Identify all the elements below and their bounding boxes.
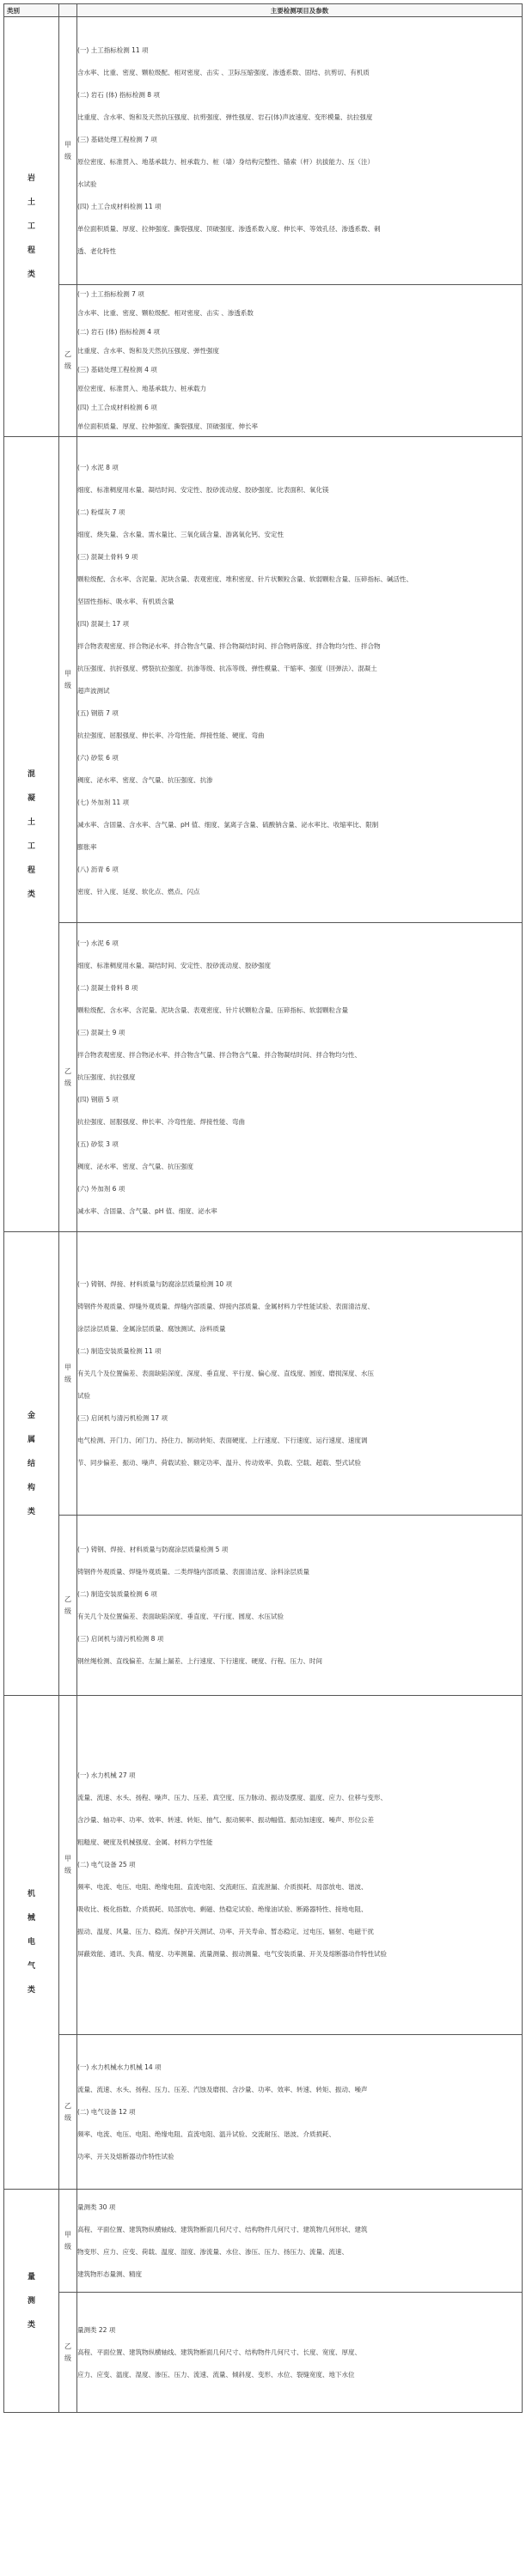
section-heading: (一) 水泥 6 项 [77, 939, 119, 947]
table-row [4, 17, 523, 285]
item-line: 建筑物形态量测、精度 [77, 2269, 142, 2278]
level-name: 甲级 [64, 140, 71, 161]
item-line: 拌合物表观密度、拌合物泌水率、拌合物含气量、拌合物含气量、拌合物凝结时间、拌合物均匀性、 [77, 1050, 361, 1059]
section-heading: (四) 钢筋 5 项 [77, 1095, 119, 1103]
category-name: 金属结构类 [27, 1411, 35, 1516]
section-heading: (二) 电气设备 25 项 [77, 1861, 136, 1868]
section-heading: (二) 制造安装质量检测 11 项 [77, 1346, 162, 1355]
items-cell [77, 1516, 523, 1696]
section-heading: (六) 外加剂 6 项 [77, 1184, 125, 1193]
header-category: 类别 [4, 4, 59, 17]
level-name: 甲级 [64, 1363, 71, 1383]
level-name: 乙级 [64, 1595, 71, 1615]
item-line: 水试验 [77, 179, 97, 188]
level-cell [59, 2293, 77, 2413]
item-line: 坚固性指标、吸水率、有机质含量 [77, 597, 174, 605]
level-name: 甲级 [64, 669, 71, 690]
item-line: 比重度、含水率、饱和及天然抗压强度、抗剪强度、弹性强度、岩石(体)声波速度、变形模量、抗拉强度 [77, 112, 373, 121]
section-heading: (七) 外加剂 11 项 [77, 798, 130, 806]
section-heading: (八) 沥青 6 项 [77, 865, 119, 873]
level-cell [59, 923, 77, 1232]
table-row [4, 2035, 523, 2190]
item-line: 量测类 30 项 [77, 2202, 116, 2211]
level-name: 甲级 [64, 1855, 71, 1874]
header-items: 主要检测项目及参数 [77, 4, 523, 17]
item-line: 流量、流速、水头、扬程、噪声、压力、压差、真空度、压力脉动、振动及摆度、温度、应力、位移与变形、 [77, 1794, 387, 1801]
level-cell [59, 285, 77, 437]
level-cell [59, 437, 77, 923]
header-level-spacer [59, 4, 77, 17]
item-line: 单位面积质量、厚度、拉伸强度、撕裂强度、顶破强度、渗透系数入度、伸长率、等效孔径、渗透系数、刺 [77, 224, 381, 233]
item-line: 颗粒级配、含水率、含泥量、泥块含量、表观密度、堆积密度、针片状颗粒含量、软弱颗粒含量、压碎指标、碱活性、 [77, 574, 413, 583]
item-line: 高程、平面位置、建筑物纵横轴线、建筑物断面几何尺寸、结构物件几何尺寸、长度、宽度、厚度、 [77, 2348, 361, 2356]
section-heading: (五) 砂浆 3 项 [77, 1139, 119, 1148]
table-row [4, 923, 523, 1232]
items-cell [77, 923, 523, 1232]
item-line: 物变形、应力、应变、荷载、温度、湿度、渗流量、水位、渗压、压力、扬压力、流量、流速、 [77, 2247, 348, 2256]
item-line: 节、同步偏差、振动、噪声、荷载试验、额定功率、温升、传动效率、负载、空载、超载、型式试验 [77, 1458, 361, 1467]
section-heading: (一) 铸钢、焊接、材料质量与防腐涂层质量检测 5 项 [77, 1545, 229, 1553]
level-cell [59, 1696, 77, 2035]
category-name: 量测类 [27, 2272, 35, 2330]
section-heading: (一) 水力机械 27 项 [77, 1771, 136, 1779]
item-line: 比重度、含水率、饱和及天然抗压强度、弹性强度 [77, 347, 219, 355]
item-line: 细度、标准稠度用水量、凝结时间、安定性、胶砂流动度、胶砂强度 [77, 961, 271, 969]
item-line: 细度、烧失量、含水量、需水量比、三氧化硫含量、游离氧化钙、安定性 [77, 530, 284, 538]
section-heading: (三) 基础处理工程检测 4 项 [77, 366, 157, 374]
level-cell [59, 1232, 77, 1516]
item-line: 含沙量、轴功率、功率、效率、转速、转矩、抽气、振动频率、振动幅值、振动加速度、噪声、形位公差 [77, 1816, 374, 1824]
item-line: 超声波测试 [77, 686, 110, 695]
category-name: 混凝土工程类 [27, 769, 35, 899]
item-line: 振动、温度、风量、压力、稳流、保护开关测试、功率、开关寿命、暂态稳定、过电压、辐射、电磁干扰 [77, 1928, 374, 1935]
category-name: 机械电气类 [27, 1890, 35, 1995]
item-line: 减水率、含固量、含水率、含气量、pH 值、细度、氯离子含量、硫酸钠含量、泌水率比、收缩率比、限制 [77, 820, 379, 829]
item-line: 吸收比、极化指数、介质损耗、局部放电、剩磁、热稳定试验、绝缘油试验、断路器特性、接地电阻、 [77, 1905, 368, 1913]
category-name: 岩土工程类 [27, 174, 35, 279]
section-heading: (二) 混凝土骨料 8 项 [77, 983, 138, 992]
category-cell [4, 1696, 59, 2190]
item-line: 应力、应变、温度、湿度、渗压、压力、流速、流量、倾斜度、变形、水位、裂缝宽度、地下水位 [77, 2370, 355, 2379]
section-heading: (二) 岩石 (体) 指标检测 8 项 [77, 90, 160, 99]
section-heading: (二) 制造安装质量检测 6 项 [77, 1589, 157, 1598]
category-cell [4, 17, 59, 437]
item-line: 抗压强度、抗折强度、劈裂抗拉强度、抗渗等级、抗冻等级、弹性模量、干缩率、强度（回弹法）、混凝土 [77, 664, 377, 672]
item-line: 量测类 22 项 [77, 2325, 116, 2334]
item-line: 铸钢件外观质量、焊缝外观质量、焊缝内部质量、焊接内部质量、金属材料力学性能试验、表面清洁度、 [77, 1302, 374, 1310]
item-line: 电气检测、开门力、闭门力、持住力、制动转矩、表面硬度、上行速度、下行速度、运行速度、速度调 [77, 1436, 368, 1444]
item-line: 颗粒级配、含水率、含泥量、泥块含量、表观密度、针片状颗粒含量、压碎指标、软弱颗粒含量 [77, 1005, 348, 1014]
section-heading: (二) 岩石 (体) 指标检测 4 项 [77, 328, 160, 336]
level-cell [59, 2035, 77, 2190]
items-cell [77, 285, 523, 437]
item-line: 减水率、含固量、含气量、pH 值、细度、泌水率 [77, 1206, 217, 1215]
section-heading: (三) 混凝土 9 项 [77, 1028, 125, 1036]
level-cell [59, 2190, 77, 2293]
item-line: 膨胀率 [77, 842, 97, 851]
item-line: 含水率、比重、密度、颗粒级配、相对密度、击实 、渗透系数 [77, 309, 254, 317]
level-name: 乙级 [64, 1066, 71, 1087]
item-line: 铸钢件外观质量、焊缝外观质量、二类焊缝内部质量、表面清洁度、涂料涂层质量 [77, 1567, 309, 1576]
level-name: 乙级 [64, 2342, 71, 2362]
item-line: 透、老化特性 [77, 246, 116, 255]
section-heading: (四) 土工合成材料检测 11 项 [77, 202, 162, 210]
item-line: 原位密度、标准贯入、地基承载力、桩承载力 [77, 385, 206, 392]
items-cell [77, 2293, 523, 2413]
items-cell [77, 437, 523, 923]
section-heading: (三) 启闭机与清污机检测 8 项 [77, 1634, 164, 1643]
section-heading: (四) 土工合成材料检测 6 项 [77, 404, 157, 411]
item-line: 高程、平面位置、建筑物纵横轴线、建筑物断面几何尺寸、结构物件几何尺寸、建筑物几何形状、建筑 [77, 2225, 368, 2233]
level-cell [59, 17, 77, 285]
section-heading: (六) 砂浆 6 项 [77, 753, 119, 762]
table-row [4, 1696, 523, 2035]
category-cell [4, 437, 59, 1232]
item-line: 抗压强度、抗拉强度 [77, 1072, 136, 1081]
item-line: 有关几个及位置偏差、表面缺陷深度、深度、垂直度、平行度、偏心度、直线度、圆度、磨损深度、水压 [77, 1369, 374, 1377]
level-cell [59, 1516, 77, 1696]
item-line: 密度、针入度、延度、软化点、燃点、闪点 [77, 887, 200, 896]
items-cell [77, 2035, 523, 2190]
table-row [4, 285, 523, 437]
section-heading: (二) 电气设备 12 项 [77, 2107, 136, 2116]
section-heading: (三) 基础处理工程检测 7 项 [77, 135, 157, 143]
item-line: 钢丝绳检测、直线偏差、左漏上漏差、上行速度、下行速度、硬度、行程、压力、时间 [77, 1656, 322, 1665]
item-line: 抗拉强度、屈服强度、伸长率、冷弯性能、焊接性能、弯曲 [77, 1117, 245, 1126]
level-name: 乙级 [64, 2101, 71, 2122]
table-row [4, 1516, 523, 1696]
item-line: 含水率、比重、密度、颗粒级配、相对密度、击实 、卫际压缩强度、渗透系数、固结、抗剪切、有机质 [77, 68, 370, 76]
item-line: 有关几个及位置偏差、表面缺陷深度、垂直度、平行度、圆度、水压试验 [77, 1612, 284, 1620]
item-line: 流量、流速、水头、扬程、压力、压差、汽蚀及磨损、含沙量、功率、效率、转速、转矩、振动、噪声 [77, 2085, 368, 2093]
table-row [4, 1232, 523, 1516]
items-cell [77, 1232, 523, 1516]
item-line: 试验 [77, 1391, 90, 1400]
category-cell [4, 1232, 59, 1696]
item-line: 稠度、泌水率、密度、含气量、抗压强度 [77, 1162, 193, 1170]
section-heading: (三) 混凝土骨料 9 项 [77, 552, 138, 561]
item-line: 功率、开关及熔断器动作特性试验 [77, 2152, 174, 2160]
item-line: 频率、电流、电压、电阻、绝缘电阻、直流电阻、温升试验、交流耐压、谐波、介质损耗、 [77, 2129, 335, 2138]
inspection-table [3, 3, 523, 2413]
section-heading: (二) 粉煤灰 7 项 [77, 507, 125, 516]
section-heading: (一) 铸钢、焊接、材料质量与防腐涂层质量检测 10 项 [77, 1279, 233, 1288]
table-header [4, 4, 523, 17]
table-row [4, 2293, 523, 2413]
section-heading: (一) 水泥 8 项 [77, 463, 119, 471]
items-cell [77, 1696, 523, 2035]
table-row [4, 2190, 523, 2293]
level-name: 乙级 [64, 350, 71, 370]
item-line: 细度、标准稠度用水量、凝结时间、安定性、胶砂流动度、胶砂强度、比表面积、氧化镁 [77, 485, 329, 494]
level-name: 甲级 [64, 2230, 71, 2251]
items-cell [77, 17, 523, 285]
section-heading: (四) 混凝土 17 项 [77, 619, 130, 628]
item-line: 粗糙度、硬度及机械强度、金属、材料力学性能 [77, 1838, 213, 1846]
category-cell [4, 2190, 59, 2413]
item-line: 稠度、泌水率、密度、含气量、抗压强度、抗渗 [77, 775, 213, 784]
item-line: 屏蔽效能、通讯、失真、精度、功率测量、流量测量、振动测量、电气安装质量、开关及熔断器动作特性试验 [77, 1950, 387, 1958]
section-heading: (一) 土工指标检测 7 项 [77, 290, 144, 298]
section-heading: (一) 水力机械水力机械 14 项 [77, 2063, 162, 2071]
item-line: 涂层涂层质量、金属涂层质量、腐蚀测试、涂料质量 [77, 1324, 226, 1333]
item-line: 单位面积质量、厚度、拉伸强度、撕裂强度、顶破强度、伸长率 [77, 422, 258, 430]
item-line: 原位密度、标准贯入、地基承载力、桩承载力、桩（墙）身结构完整性、锚索（杆）抗拔能力、压（注） [77, 157, 374, 166]
item-line: 频率、电流、电压、电阻、绝缘电阻、直流电阻、交流耐压、直流泄漏、介质损耗、局部放电、谐波、 [77, 1883, 368, 1891]
section-heading: (三) 启闭机与清污机检测 17 项 [77, 1413, 168, 1422]
item-line: 抗拉强度、屈服强度、伸长率、冷弯性能、焊接性能、硬度、弯曲 [77, 731, 265, 739]
items-cell [77, 2190, 523, 2293]
section-heading: (五) 钢筋 7 项 [77, 708, 119, 717]
item-line: 拌合物表观密度、拌合物泌水率、拌合物含气量、拌合物凝结时间、拌合物坍落度、拌合物均匀性、拌合物 [77, 641, 381, 650]
table-row [4, 437, 523, 923]
section-heading: (一) 土工指标检测 11 项 [77, 46, 149, 54]
